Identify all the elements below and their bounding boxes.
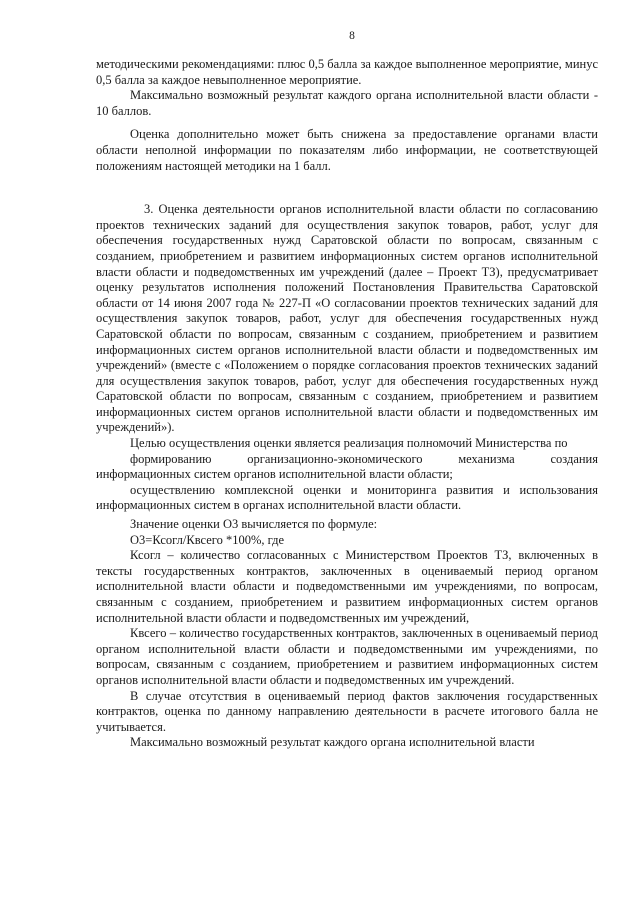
paragraph-no-contracts: В случае отсутствия в оцениваемый период фактов заключения государственных контрактов, оценка по данному направлению деятельности в расчете итогового балла не учитывается.: [96, 688, 598, 734]
paragraph-goal: Целью осуществления оценки является реализация полномочий Министерства по: [130, 436, 568, 451]
paragraph-max-result: Максимально возможный результат каждого органа исполнительной власти: [130, 735, 535, 750]
paragraph-k-sogl-definition: Ксогл – количество согласованных с Министерством Проектов ТЗ, включенных в тексты государственных контрактов, заключенных в оцениваемый период органом исполнительной власти области и подведомственными им учреждениями, по вопросам, связанным с созданием, приобретением и развитием информационных систем органов исполнительной власти области и подведомственных им учреждений,: [96, 548, 598, 625]
paragraph-score-reduction: Оценка дополнительно может быть снижена за предоставление органами власти области неполной информации по показателям либо информации, не соответствующей положениям настоящей методики на 1 балл.: [96, 127, 598, 173]
paragraph-section-3: 3. Оценка деятельности органов исполнительной власти области по согласованию проектов технических заданий для осуществления закупок товаров, работ, услуг для обеспечения государственных нужд Саратовской области по вопросам, связанным с созданием, приобретением и развитием информационных систем органов исполнительной власти области и подведомственных им учреждений (далее – Проект ТЗ), предусматривает оценку результатов исполнения положений Постановления Правительства Саратовской области от 14 июня 2007 года № 227-П «О согласовании проектов технических заданий для осуществления закупок товаров, работ, услуг для обеспечения государственных нужд Саратовской области по вопросам, связанным с созданием, приобретением и развитием информационных систем органов исполнительной власти области и подведомственных им учреждений» (вместе с «Положением о порядке согласования проектов технических заданий для осуществления закупок товаров, работ, услуг для обеспечения государственных нужд Саратовской области по вопросам, связанным с созданием, приобретением и развитием информационных систем органов исполнительной власти области и подведомственных им учреждений»).: [96, 202, 598, 435]
paragraph-goal-item-1: формированию организационно-экономического механизма создания информационных систем органов исполнительной власти области;: [96, 451, 598, 482]
formula: О3=Ксогл/Квсего *100%, где: [130, 532, 285, 547]
paragraph-goal-item-2: осуществлению комплексной оценки и мониторинга развития и использования информационных систем в органах исполнительной власти области.: [96, 482, 598, 513]
paragraph-k-vsego-definition: Квсего – количество государственных контрактов, заключенных в оцениваемый период органом исполнительной власти области и подведомственными им учреждениями, по вопросам, связанным с созданием, приобретением и развитием информационных систем органов исполнительной власти области и подведомственных им учреждений.: [96, 626, 598, 687]
paragraph-formula-intro: Значение оценки О3 вычисляется по формуле:: [130, 517, 378, 532]
paragraph-max-score: Максимально возможный результат каждого органа исполнительной власти области - 10 баллов.: [96, 88, 598, 118]
page-number: 8: [349, 30, 355, 42]
paragraph-scoring-rules: методическими рекомендациями: плюс 0,5 балла за каждое выполненное мероприятие, минус 0,5 балла за каждое невыполненное мероприятие.: [96, 57, 598, 87]
